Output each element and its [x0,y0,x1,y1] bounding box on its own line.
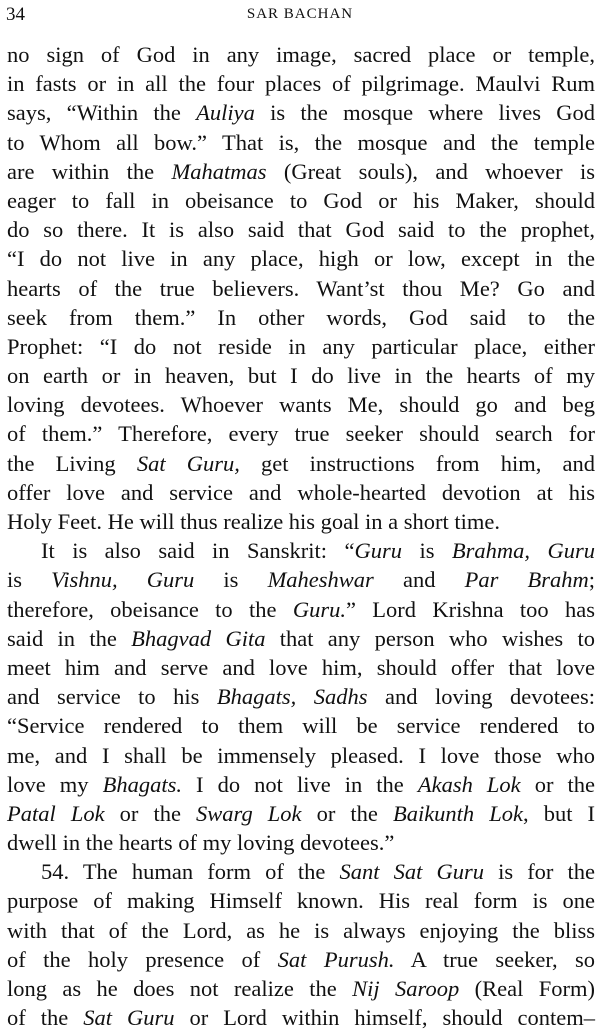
italic-text: Nij Saroop [352,976,460,1001]
text-line [7,128,595,157]
text-segment: the Living [7,450,137,476]
text-segment: ; [588,567,595,593]
italic-text: Baikunth Lok [392,800,524,826]
text-line [7,69,595,98]
text-segment: to Whom all bow.” That is, the mosque and the temple [7,129,595,155]
text-line [7,857,595,886]
text-segment: (Great souls), and whoever is [266,158,595,184]
text-line [7,157,595,186]
text-segment: that any person who wishes to [265,625,596,651]
text-segment: is [194,567,268,593]
text-segment: and service to his [7,684,217,710]
text-segment: Prophet: “I do not reside in any particular place, either [7,333,595,359]
text-line [7,449,595,478]
text-line [7,828,595,857]
italic-text: Brahma, Guru [451,538,595,564]
body-text [7,40,595,1032]
text-line [7,536,595,565]
text-segment: is for the [483,859,596,885]
italic-text: Sant Sat Guru [339,859,484,885]
text-line [7,98,595,127]
italic-text: Sat Guru [83,1005,175,1031]
text-segment: get instructions from him, and [239,450,595,476]
text-line [7,770,595,799]
text-segment: in fasts or in all the four places of pilgrimage. Maulvi Rum [7,71,595,97]
text-line [7,653,595,682]
text-segment: “I do not live in any place, high or low, except in the [7,246,595,272]
text-line [7,682,595,711]
text-line [7,507,595,536]
text-line [7,361,595,390]
text-segment: and [373,567,465,593]
text-segment: and loving devotees: [367,684,595,710]
text-segment: love my [7,771,103,797]
text-segment: or Lord within himself, should contem– [174,1005,595,1031]
page-number: 34 [6,4,25,25]
text-segment: on earth or in heaven, but I do live in the hearts of my [7,363,595,389]
text-segment: It is also said in Sanskrit: “ [41,538,355,564]
text-segment: hearts of the true believers. Want’st thou Me? Go and [7,275,595,301]
text-segment: Holy Feet. He will thus realize his goal in a short time. [7,509,501,534]
text-segment: eager to fall in obeisance to God or his Maker, should [7,187,595,213]
text-segment: is [7,567,52,593]
text-segment: I do not live in the [182,771,418,797]
text-line [7,799,595,828]
text-segment: offer love and service and whole-hearted devotion at his [7,479,595,505]
text-segment: seek from them.” In other words, God said to the [7,304,595,330]
italic-text: Guru [354,538,402,564]
text-line [7,886,595,915]
text-segment: me, and I shall be immensely pleased. I love those who [7,742,595,768]
text-line [7,711,595,740]
text-segment: of them.” Therefore, every true seeker should search for [7,421,595,447]
text-segment: or the [301,800,393,826]
text-segment: or the [104,800,197,826]
text-segment: no sign of God in any image, sacred place or temple, [7,42,595,67]
text-line [7,916,595,945]
italic-text: Auliya [196,100,255,126]
text-segment: (Real Form) [459,976,595,1001]
text-segment: ” Lord Krishna too has [345,596,595,622]
text-segment: is the mosque where lives God [254,100,596,126]
italic-text: Patal Lok [7,800,105,826]
italic-text: Guru. [292,596,346,622]
text-segment: of the holy presence of [7,946,278,972]
text-line [7,478,595,507]
italic-text: Bhagvad Gita [131,625,266,651]
italic-text: Akash Lok [417,771,521,797]
italic-text: Maheshwar [267,567,374,593]
text-line [7,244,595,273]
text-segment: are within the [7,158,172,184]
text-line [7,741,595,770]
text-segment: dwell in the hearts of my loving devotees.” [7,830,395,856]
text-segment: “Service rendered to them will be service rendered to [7,713,595,739]
text-line [7,303,595,332]
text-segment: long as he does not realize the [7,976,353,1001]
italic-text: Vishnu, Guru [51,567,195,593]
text-segment: loving devotees. Whoever wants Me, should go and beg [7,392,595,418]
italic-text: Par Brahm [464,567,589,593]
text-line [7,974,595,1003]
text-line [7,624,595,653]
text-line [7,1003,595,1032]
text-line [7,390,595,419]
text-segment: said in the [7,625,132,651]
running-head: SAR BACHAN [246,6,354,22]
text-line [7,274,595,303]
italic-text: Sat Guru, [136,450,240,476]
text-segment: of the [7,1005,84,1031]
text-line [7,40,595,69]
text-line [7,186,595,215]
text-segment: meet him and serve and love him, should offer that love [7,654,595,680]
text-segment: is [401,538,452,564]
text-segment: with that of the Lord, as he is always enjoying the bliss [7,917,595,943]
page-header [6,4,594,28]
text-segment: or the [520,771,595,797]
text-segment: purpose of making Himself known. His real form is one [7,888,595,914]
text-line [7,419,595,448]
italic-text: Mahatmas [171,158,267,184]
text-line [7,332,595,361]
text-segment: , but I [523,800,596,826]
text-line [7,565,595,594]
text-segment: says, “Within the [7,100,197,126]
text-segment: therefore, obeisance to the [7,596,293,622]
italic-text: Swarg Lok [196,800,302,826]
text-segment: 54. The human form of the [41,859,340,885]
italic-text: Bhagats, Sadhs [216,684,368,710]
text-segment: do so there. It is also said that God said to the prophet, [7,217,595,243]
italic-text: Bhagats. [102,771,182,797]
text-segment: A true seeker, so [394,946,596,972]
italic-text: Sat Purush. [277,946,395,972]
text-line [7,215,595,244]
text-line [7,595,595,624]
text-line [7,945,595,974]
